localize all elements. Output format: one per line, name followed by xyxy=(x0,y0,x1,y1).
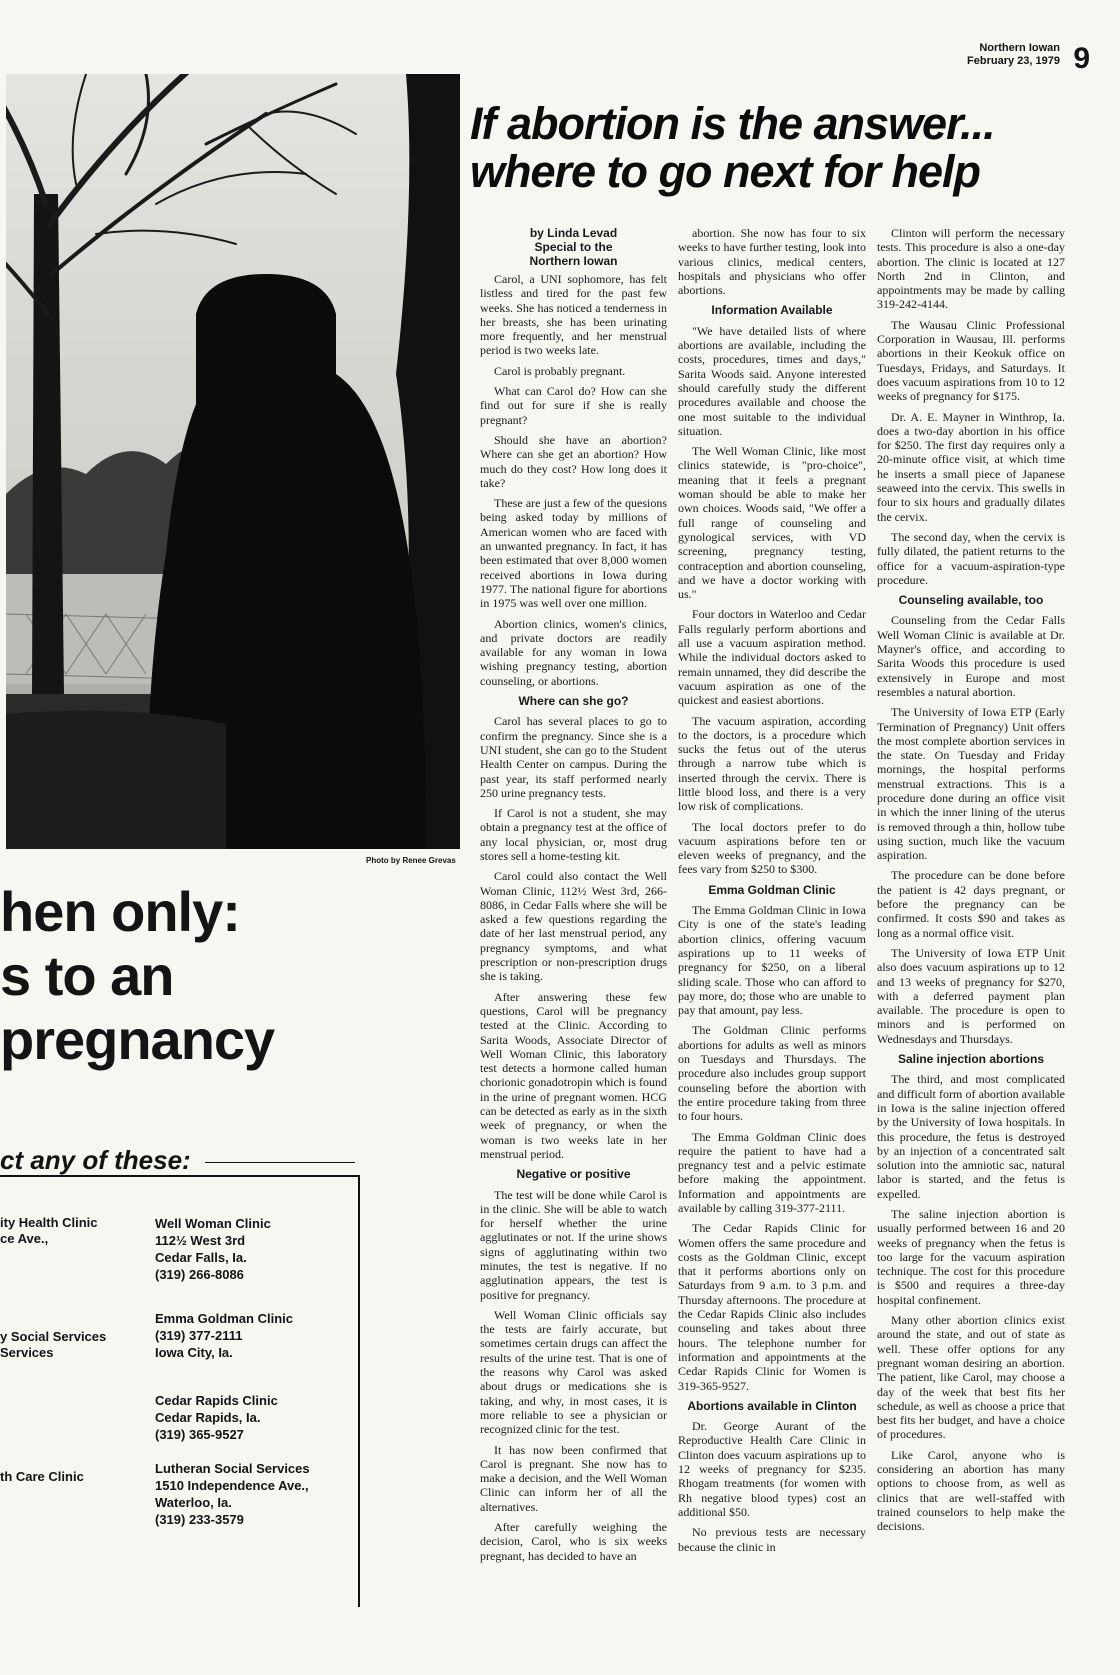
paragraph: Should she have an abortion? Where can she get an abortion? How much do they cost? How long does it take? xyxy=(480,432,667,490)
contact-left-line: Services xyxy=(0,1345,54,1360)
subhead: Saline injection abortions xyxy=(897,1052,1045,1067)
contact-line: 1510 Independence Ave., xyxy=(155,1478,309,1493)
contact-lutheran-social-services xyxy=(155,1460,310,1528)
page-number: 9 xyxy=(1073,42,1090,75)
paragraph: Carol could also contact the Well Woman Clinic, 112½ West 3rd, 266-8086, in Cedar Falls where she will be asked a few questions regarding the date of her last menstrual period, any pregnancy symptoms, and what prescription or non-prescription drugs she is taking. xyxy=(480,869,667,984)
paragraph: Dr. George Aurant of the Reproductive Health Care Clinic in Clinton does vacuum aspirations up to 12 weeks of pregnancy for $235. Rhogam treatments (for women with Rh negative blood types) cost an additional $50. xyxy=(678,1419,866,1519)
headline-line-2: where to go next for help xyxy=(470,146,981,197)
paragraph: Carol has several places to go to confirm the pregnancy. Since she is a UNI student, she can go to the Student Health Center on campus. During the past year, its staff performed nearly 250 urine pregnancy tests. xyxy=(480,714,667,800)
paragraph: Carol, a UNI sophomore, has felt listless and tired for the past few weeks. She has noticed a tenderness in her breasts, she has been urinating more frequently, and her menstrual period is two weeks late. xyxy=(480,272,667,358)
contact-line: (319) 365-9527 xyxy=(155,1427,244,1442)
paragraph: The test will be done while Carol is in the clinic. She will be able to watch for herself whether the urine agglutinates or not. If the urine shows signs of agglutinating within two minutes, the test is negative. If no agglutination appears, the test is positive for pregnancy. xyxy=(480,1187,667,1302)
contact-well-woman-clinic xyxy=(155,1215,271,1283)
photo-image xyxy=(6,74,460,849)
paragraph: The local doctors prefer to do vacuum aspirations before ten or eleven weeks of pregnancy, and the fees vary from $250 to $300. xyxy=(678,819,866,877)
paragraph: The saline injection abortion is usually performed between 16 and 20 weeks of pregnancy when the fetus is too large for the vacuum aspiration technique. The cost for this procedure is $500 and requires a three-day hospital confinement. xyxy=(877,1207,1065,1307)
side-headline-line-2: s to an xyxy=(0,944,174,1007)
contact-left-entry-1 xyxy=(0,1215,98,1247)
paragraph: The University of Iowa ETP Unit also does vacuum aspirations up to 12 and 13 weeks of pregnancy for $270, with a deferred payment plan available. The procedure is open to minors and is performed on Wednesdays and Thursdays. xyxy=(877,945,1065,1046)
paragraph: Many other abortion clinics exist around the state, and out of state as well. These offer options for any pregnant woman desiring an abortion. The patient, like Carol, may choose a day of the week that best fits her schedule, as well as choose a price that best fits her budget, and have a choice of procedures. xyxy=(877,1313,1065,1442)
byline-role: Special to the xyxy=(534,240,613,254)
paragraph: What can Carol do? How can she find out for sure if she is really pregnant? xyxy=(480,384,667,427)
photo-woman-by-tree xyxy=(6,74,460,849)
paragraph: The procedure can be done before the patient is 42 days pregnant, or before the pregnancy can be confirmed. It costs $90 and takes as long as a normal office visit. xyxy=(877,868,1065,940)
masthead-paper-name: Northern Iowan xyxy=(979,42,1060,54)
paragraph: Counseling from the Cedar Falls Well Woman Clinic is available at Dr. Mayner's office, and according to Sarita Woods this procedure is used extensively in Europe and most resembles a natural abortion. xyxy=(877,613,1065,699)
paragraph: Four doctors in Waterloo and Cedar Falls regularly perform abortions and all use a vacuum aspiration method. While the individual doctors asked to remain unnamed, they did describe the vacuum aspiration as one of the quickest and easiest abortions. xyxy=(678,607,866,708)
contact-line: Lutheran Social Services xyxy=(155,1461,310,1476)
paragraph: The Goldman Clinic performs abortions for adults as well as minors on Tuesdays and Thursdays. The procedure also includes group support counseling before the abortion with the entire procedure taking from three to four hours. xyxy=(678,1023,866,1124)
paragraph: Like Carol, anyone who is considering an abortion has many options to choose from, as well as clinics that are well-staffed with trained counselors to help make the decisions. xyxy=(877,1447,1065,1534)
contact-line: Cedar Falls, Ia. xyxy=(155,1250,247,1265)
paragraph: If Carol is not a student, she may obtain a pregnancy test at the office of any local physician, or, most drug stores sell a home-testing kit. xyxy=(480,806,667,863)
side-headline xyxy=(0,880,330,1072)
contact-left-line: y Social Services xyxy=(0,1329,107,1344)
article-column-3 xyxy=(877,226,1065,1540)
contact-line: (319) 266-8086 xyxy=(155,1267,244,1282)
subhead: Emma Goldman Clinic xyxy=(708,882,836,897)
contact-list-box xyxy=(0,1175,360,1607)
contact-left-line: ity Health Clinic xyxy=(0,1215,98,1230)
masthead-date: February 23, 1979 xyxy=(967,55,1060,67)
contact-line: Cedar Rapids Clinic xyxy=(155,1393,278,1408)
subhead: Information Available xyxy=(711,303,833,318)
paragraph: The Wausau Clinic Professional Corporation in Wausau, Ill. performs abortions in their Keokuk office on Tuesdays, Fridays, and Saturdays. It does vacuum aspirations from 10 to 12 weeks of pregnancy for $175. xyxy=(877,317,1065,404)
contact-line: Waterloo, Ia. xyxy=(155,1495,232,1510)
contact-emma-goldman-clinic xyxy=(155,1310,293,1361)
paragraph: The vacuum aspiration, according to the doctors, is a procedure which sucks the fetus out of the uterus through a narrow tube which is inserted through the cervix. There is little blood loss, and there is a very low risk of complications. xyxy=(678,713,866,814)
paragraph: These are just a few of the quesions being asked today by millions of American women who are faced with an unwanted pregnancy. In fact, it has been estimated that over 8,000 women received abortions in Iowa during 1977. The national figure for abortions in 1975 was well over one million. xyxy=(480,496,667,611)
subhead: Abortions available in Clinton xyxy=(687,1398,857,1413)
contact-line: Cedar Rapids, Ia. xyxy=(155,1410,261,1425)
contact-title-rule xyxy=(205,1162,355,1163)
article-column-3-body xyxy=(877,226,1065,1534)
paragraph: It has now been confirmed that Carol is pregnant. She now has to make a decision, and the Well Woman Clinic can inform her of all the alternatives. xyxy=(480,1442,667,1514)
paragraph: The third, and most complicated and difficult form of abortion available in Iowa is the saline injection offered by the University of Iowa hospitals. In this procedure, the fetus is destroyed by an injection of a concentrated salt solution into the amniotic sac, natural labor is started, and the fetus is expelled. xyxy=(877,1072,1065,1201)
paragraph: The Cedar Rapids Clinic for Women offers the same procedure and costs as the Goldman Clinic, except that it performs abortions only on Saturdays from 9 a.m. to 3 p.m. and Thursday afternoons. The procedure at the Cedar Rapids Clinic also includes counseling and takes about three hours. The telephone number for information and appointments at the Cedar Rapids Clinic for Women is 319-365-9527. xyxy=(678,1221,866,1393)
contact-left-entry-3 xyxy=(0,1469,84,1485)
headline xyxy=(470,100,1070,196)
headline-line-1: If abortion is the answer... xyxy=(470,98,995,149)
paragraph: The second day, when the cervix is fully dilated, the patient returns to the office for a vacuum-aspiration-type procedure. xyxy=(877,529,1065,587)
subhead: Negative or positive xyxy=(516,1167,631,1182)
paragraph: After carefully weighing the decision, Carol, who is six weeks pregnant, has decided to have an xyxy=(480,1520,667,1563)
paragraph: "We have detailed lists of where abortions are available, including the costs, procedures, times and days," Sarita Woods said. Anyone interested should carefully study the different procedures available and choose the one most suitable to the individual situation. xyxy=(678,323,866,438)
side-headline-line-3: pregnancy xyxy=(0,1008,275,1071)
article-column-2-body xyxy=(678,226,866,1554)
paragraph: The Emma Goldman Clinic does require the patient to have had a pregnancy test and a pelvic estimate before making the appointment. Information and appointments are available by calling 319-377-2111. xyxy=(678,1129,866,1215)
subhead: Counseling available, too xyxy=(898,593,1044,608)
paragraph: The Well Woman Clinic, like most clinics statewide, is "pro-choice", meaning that it feels a pregnant woman should be able to make her own choices. Woods said, "We offer a full range of counseling and gynological services, with VD screening, pregnancy testing, contraception and abortion counseling, and we have a doctor working with us." xyxy=(678,444,866,602)
paragraph: After answering these few questions, Carol will be pregnancy tested at the Clinic. According to Sarita Woods, Associate Director of Well Woman Clinic, this laboratory test detects a hormone called human chorionic gonadotropin which is found in the urine of pregnant women. HCG can be detected as early as in the sixth week of pregnancy, or when the woman is two weeks late in her menstrual period. xyxy=(480,989,667,1161)
byline-paper: Northern Iowan xyxy=(529,254,618,268)
paragraph: Well Woman Clinic officials say the tests are fairly accurate, but sometimes certain drugs can affect the results of the urine test. That is one of the reasons why Carol was asked about drugs or medications she is taking, and why, in most cases, it is more reliable to see a physician or recognized clinic for the test. xyxy=(480,1307,667,1437)
contact-line: (319) 377-2111 xyxy=(155,1328,243,1343)
side-headline-line-1: hen only: xyxy=(0,880,240,943)
contact-line: Well Woman Clinic xyxy=(155,1216,271,1231)
contact-line: 112½ West 3rd xyxy=(155,1233,246,1248)
paragraph: Clinton will perform the necessary tests. This procedure is also a one-day abortion. The clinic is located at 127 North 2nd in Clinton, and appointments may be made by calling 319-242-4144. xyxy=(877,226,1065,312)
paragraph: Carol is probably pregnant. xyxy=(494,363,626,378)
article-column-1-body xyxy=(480,272,667,1563)
contact-line: (319) 233-3579 xyxy=(155,1512,244,1527)
photo-credit: Photo by Renee Grevas xyxy=(366,856,456,865)
paragraph: Abortion clinics, women's clinics, and private doctors are readily available for any woman in Iowa wishing pregnancy testing, abortion counseling, or abortions. xyxy=(480,616,667,688)
contact-left-entry-2 xyxy=(0,1329,106,1361)
subhead: Where can she go? xyxy=(518,694,629,709)
paragraph: The University of Iowa ETP (Early Termination of Pregnancy) Unit offers the most complete abortion services in the state. On Tuesday and Friday mornings, the hospital performs menstrual extractions. This is a procedure done during an office visit in which the inner lining of the uterus is removed through a thin, hollow tube using suction, much like the vacuum aspiration. xyxy=(877,705,1065,863)
paragraph: The Emma Goldman Clinic in Iowa City is one of the state's leading abortion clinics, offering vacuum aspirations up to 11 weeks of pregnancy for $250, on a liberal sliding scale. Those who can afford to pay more, do; those who are unable to pay that amount, pay less. xyxy=(678,903,866,1018)
contact-line: Emma Goldman Clinic xyxy=(155,1311,293,1326)
masthead xyxy=(967,42,1090,75)
article-column-1 xyxy=(480,226,667,1569)
contact-left-line: ce Ave., xyxy=(0,1231,49,1246)
contact-list-title: ct any of these: xyxy=(0,1145,191,1175)
paragraph: No previous tests are necessary because the clinic in xyxy=(678,1525,866,1554)
paragraph: abortion. She now has four to six weeks to have further testing, look into various clinics, medical centers, hospitals and physicians who offer abortions. xyxy=(678,226,866,298)
byline-author: by Linda Levad xyxy=(529,226,618,240)
contact-left-line: th Care Clinic xyxy=(0,1469,84,1484)
contact-cedar-rapids-clinic xyxy=(155,1392,278,1443)
article-column-2 xyxy=(678,226,866,1560)
paragraph: Dr. A. E. Mayner in Winthrop, Ia. does a two-day abortion in his office for $250. The first day requires only a 20-minute office visit, at which time he inserts a small piece of Japanese seaweed into the cervix. This swells in four to six hours and gradually dilates the cervix. xyxy=(877,409,1065,524)
contact-line: Iowa City, Ia. xyxy=(155,1345,233,1360)
byline xyxy=(480,226,667,268)
